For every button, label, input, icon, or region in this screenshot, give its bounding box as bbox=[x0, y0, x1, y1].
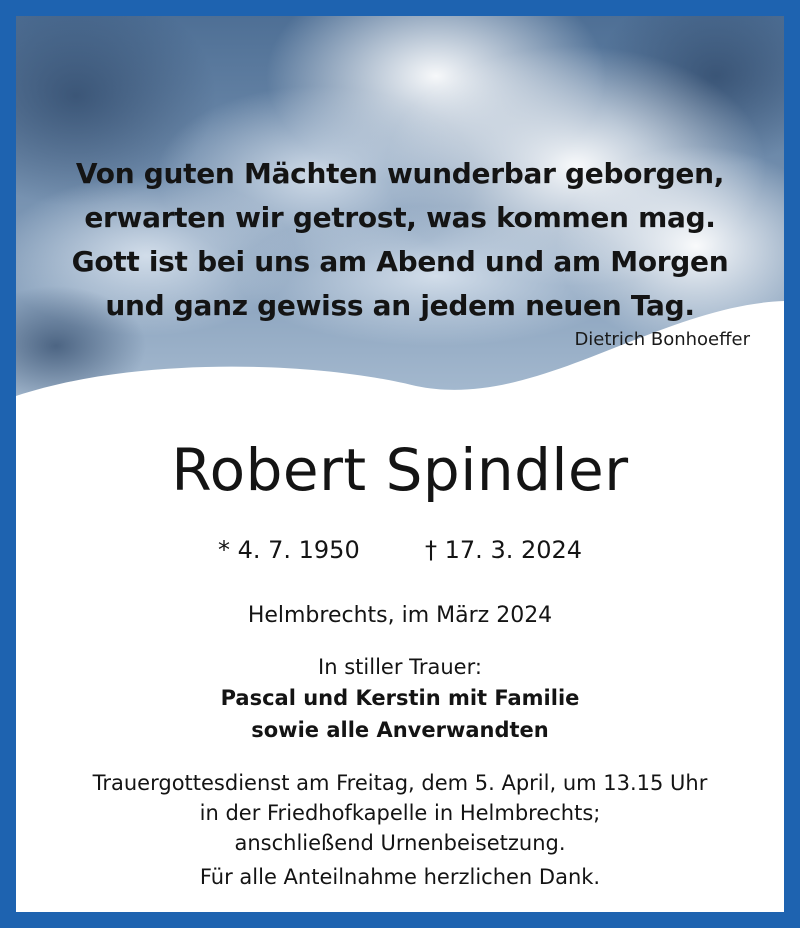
death-symbol: † bbox=[425, 536, 437, 564]
service-line: in der Friedhofkapelle in Helmbrechts; bbox=[199, 801, 601, 825]
mourners-block bbox=[16, 652, 784, 746]
quote-line: Von guten Mächten wunderbar geborgen, bbox=[75, 157, 725, 190]
service-line: anschließend Urnenbeisetzung. bbox=[234, 831, 566, 855]
mourners-name: Pascal und Kerstin mit Familie bbox=[220, 686, 580, 710]
quote-line: erwarten wir getrost, was kommen mag. bbox=[84, 201, 716, 234]
quote-line: Gott ist bei uns am Abend und am Morgen bbox=[71, 245, 729, 278]
deceased-name: Robert Spindler bbox=[171, 436, 629, 504]
life-dates bbox=[16, 536, 784, 564]
service-line: Trauergottesdienst am Freitag, dem 5. April, um 13.15 Uhr bbox=[92, 771, 708, 795]
quote-line: und ganz gewiss an jedem neuen Tag. bbox=[105, 289, 695, 322]
birth-symbol: * bbox=[217, 536, 230, 564]
quote-author: Dietrich Bonhoeffer bbox=[574, 329, 750, 350]
place-date: Helmbrechts, im März 2024 bbox=[247, 603, 553, 628]
birth-date: 4. 7. 1950 bbox=[237, 536, 360, 564]
quote-block bbox=[16, 152, 784, 328]
mourners-label: In stiller Trauer: bbox=[318, 655, 482, 679]
death-date: 17. 3. 2024 bbox=[444, 536, 583, 564]
thanks-line: Für alle Anteilnahme herzlichen Dank. bbox=[199, 865, 601, 889]
service-block bbox=[16, 768, 784, 892]
mourners-name: sowie alle Anverwandten bbox=[251, 718, 549, 742]
